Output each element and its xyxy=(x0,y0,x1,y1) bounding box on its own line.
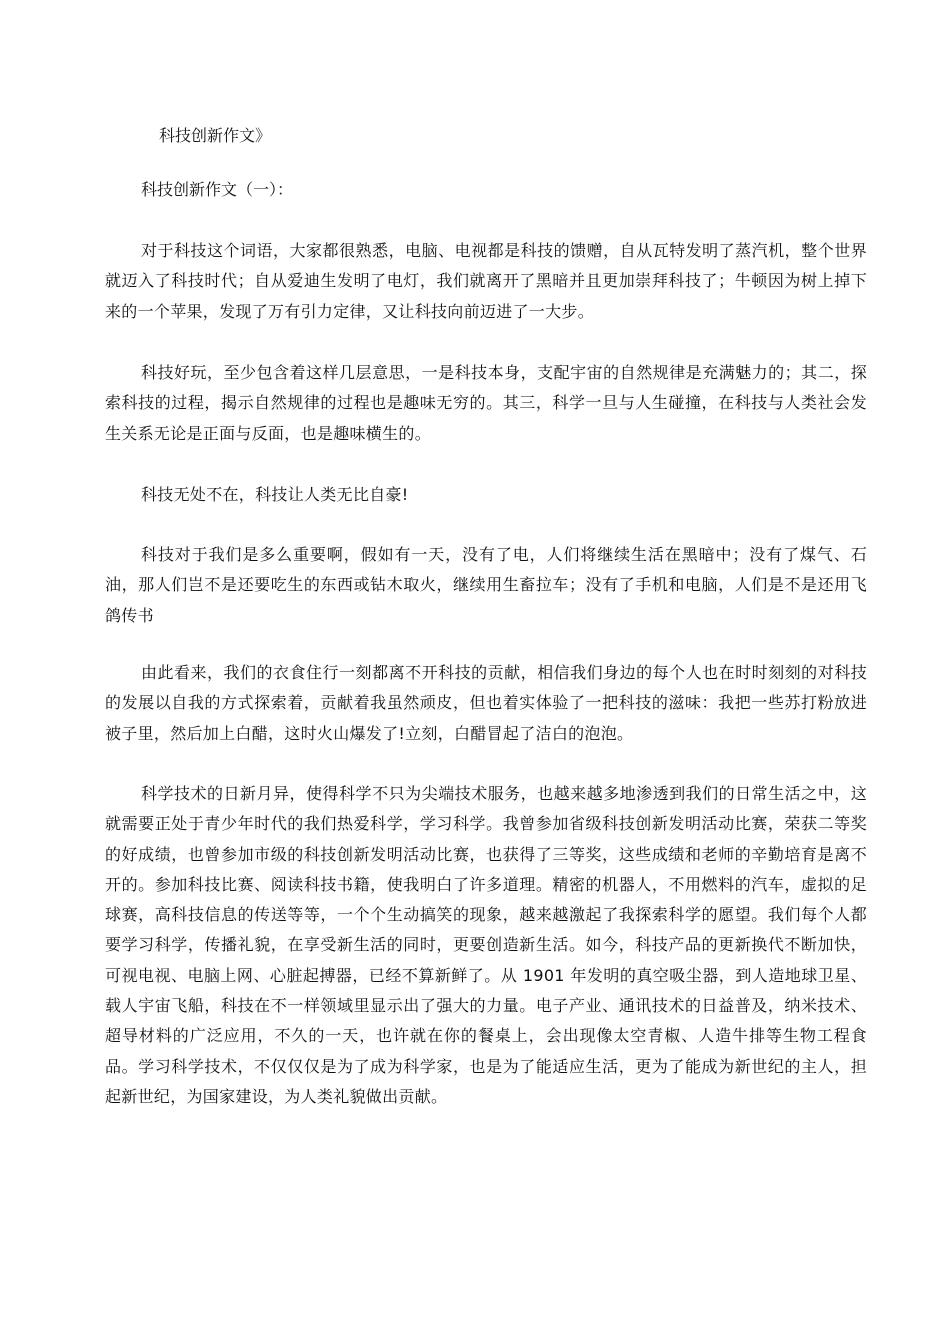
section-heading: 科技创新作文（一）： xyxy=(141,180,294,199)
paragraph-4: 科技对于我们是多么重要啊，假如有一天，没有了电，人们将继续生活在黑暗中；没有了煤气、石油，那人们岂不是还要吃生的东西或钻木取火，继续用生畜拉车；没有了手机和电脑，人们是不是还用飞鸽传书 xyxy=(105,545,867,625)
paragraph-6: 科学技术的日新月异，使得科学不只为尖端技术服务，也越来越多地渗透到我们的日常生活之中，这就需要正处于青少年时代的我们热爱科学，学习科学。我曾参加省级科技创新发明活动比赛，荣获二等奖的好成绩，也曾参加市级的科技创新发明活动比赛，也获得了三等奖，这些成绩和老师的辛勤培育是离不开的。参加科技比赛、阅读科技书籍，使我明白了许多道理。精密的机器人，不用燃料的汽车，虚拟的足球赛，高科技信息的传送等等，一个个生动搞笑的现象，越来越激起了我探索科学的愿望。我们每个人都要学习科学，传播礼貌，在享受新生活的同时，更要创造新生活。如今，科技产品的更新换代不断加快，可视电视、电脑上网、心脏起搏器，已经不算新鲜了。从 1901 年发明的真空吸尘器，到人造地球卫星、载人宇宙飞船，科技在不一样领域里显示出了强大的力量。电子产业、通讯技术的日益普及，纳米技术、超导材料的广泛应用，不久的一天，也许就在你的餐桌上，会出现像太空青椒、人造牛排等生物工程食品。学习科学技术，不仅仅仅是为了成为科学家，也是为了能适应生活，更为了能成为新世纪的主人，担起新世纪，为国家建设，为人类礼貌做出贡献。 xyxy=(105,784,867,1106)
paragraph-2: 科技好玩，至少包含着这样几层意思，一是科技本身，支配宇宙的自然规律是充满魅力的；其二，探索科技的过程，揭示自然规律的过程也是趣味无穷的。其三，科学一旦与人生碰撞，在科技与人类社会发生关系无论是正面与反面，也是趣味横生的。 xyxy=(105,363,867,443)
paragraph-3: 科技无处不在，科技让人类无比自豪! xyxy=(141,485,409,504)
paragraph-5: 由此看来，我们的衣食住行一刻都离不开科技的贡献，相信我们身边的每个人也在时时刻刻的对科技的发展以自我的方式探索着，贡献着我虽然顽皮，但也着实体验了一把科技的滋味：我把一些苏打粉放进被子里，然后加上白醋，这时火山爆发了!立刻，白醋冒起了洁白的泡泡。 xyxy=(105,663,867,743)
document-title: 科技创新作文》 xyxy=(159,126,272,145)
paragraph-1: 对于科技这个词语，大家都很熟悉，电脑、电视都是科技的馈赠，自从瓦特发明了蒸汽机，整个世界就迈入了科技时代；自从爱迪生发明了电灯，我们就离开了黑暗并且更加崇拜科技了；牛顿因为树上掉下来的一个苹果，发现了万有引力定律，又让科技向前迈进了一大步。 xyxy=(105,241,867,321)
